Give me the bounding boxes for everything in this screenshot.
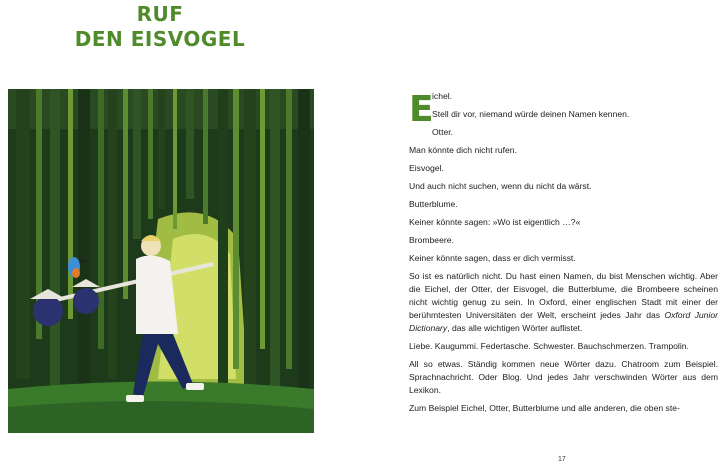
paragraph: Stell dir vor, niemand würde deinen Namen kennen. (432, 109, 630, 119)
drop-cap: E (409, 89, 434, 130)
paragraph: Liebe. Kaugummi. Federtasche. Schwester. Bauchschmerzen. Trampolin. (409, 341, 689, 351)
paragraph: Man könnte dich nicht rufen. (409, 145, 517, 155)
paragraph: Und auch nicht suchen, wenn du nicht da wärst. (409, 181, 592, 191)
book-title: Oxford Junior Dictionary (409, 310, 718, 333)
paragraph-text: So ist es natürlich nicht. Du hast einen Namen, du bist Menschen wichtig. Aber die Eichel, der Otter, der Eisvogel, die Butterblume, die Brombeere scheinen nicht wichtig genug zu sein. In Oxford, einer englischen Stadt mit einer der berühmtesten Universitäten der Welt, erscheint jedes Jahr das (409, 271, 718, 320)
paragraph: Otter. (432, 127, 454, 137)
opening-block (409, 90, 718, 139)
chapter-title-line-1: RUF (136, 2, 184, 26)
paragraph: Keiner könnte sagen: »Wo ist eigentlich …?« (409, 217, 581, 227)
chapter-title-line-2: DEN EISVOGEL (74, 27, 246, 51)
paragraph: ichel. (432, 91, 453, 101)
paragraph-text: , das alle wichtigen Wörter auflistet. (447, 323, 583, 333)
forest-illustration-svg (8, 89, 314, 433)
paragraph: Butterblume. (409, 199, 458, 209)
forest-illustration (8, 89, 314, 433)
paragraph: Zum Beispiel Eichel, Otter, Butterblume und alle anderen, die oben ste- (409, 403, 680, 413)
right-page (360, 0, 720, 467)
page-number: 17 (558, 456, 566, 463)
paragraph (409, 270, 718, 335)
chapter-title (60, 2, 260, 52)
paragraph: Keiner könnte sagen, dass er dich vermisst. (409, 253, 576, 263)
paragraph: Eisvogel. (409, 163, 444, 173)
body-text (409, 90, 718, 420)
paragraph: All so etwas. Ständig kommen neue Wörter dazu. Chatroom zum Beispiel. Sprachnachricht. Oder Blog. Und jedes Jahr verschwinden Wörter aus dem Lexikon. (409, 359, 718, 395)
paragraph: Brombeere. (409, 235, 454, 245)
